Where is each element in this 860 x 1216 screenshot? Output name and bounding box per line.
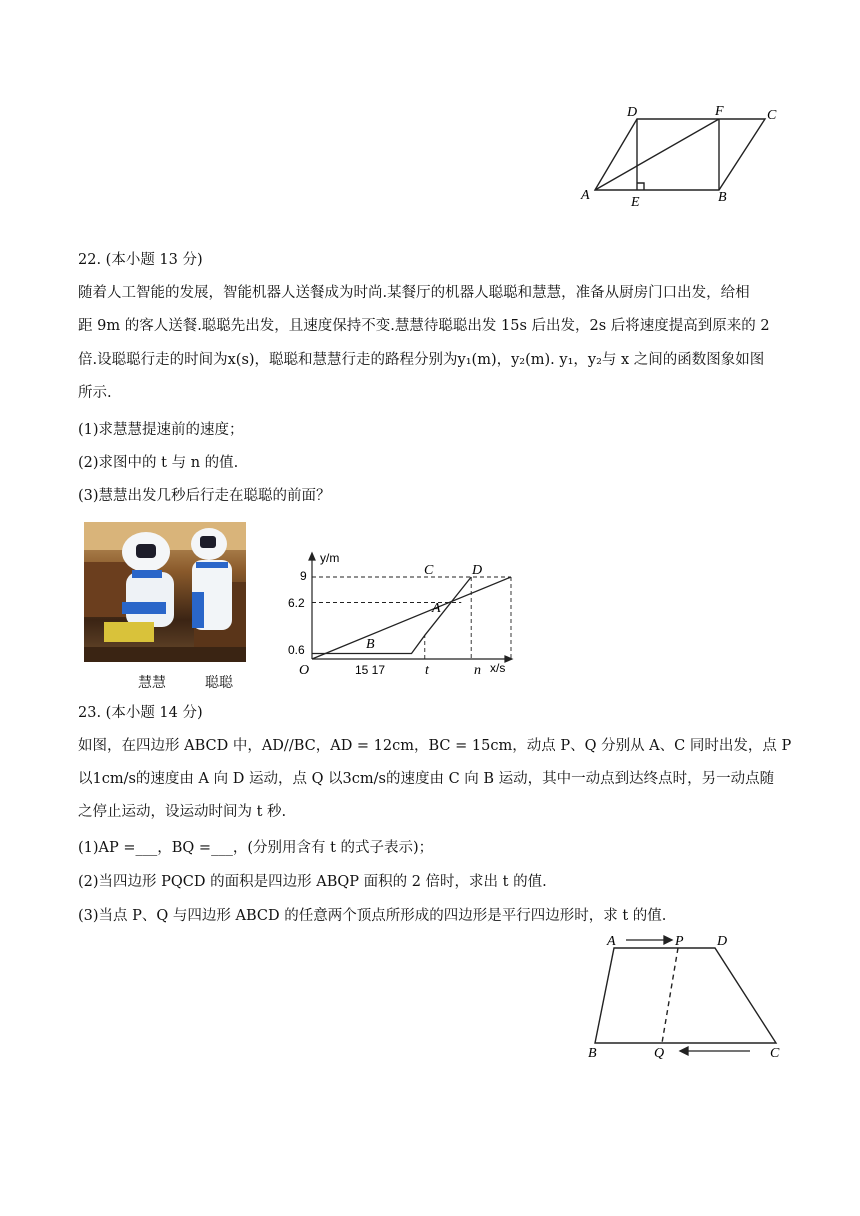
q23-para-2: 以1cm/s的速度由 A 向 D 运动，点 Q 以3cm/s的速度由 C 向 B 运动，其中一动点到达终点时，另一动点随 — [78, 771, 775, 787]
caption-congcong: 聪聪 — [205, 675, 233, 691]
q22-header: 22. (本小题 13 分) — [78, 252, 203, 268]
y-tick-0.6: 0.6 — [288, 643, 305, 657]
robot-photo — [84, 522, 246, 662]
q22-para-4: 所示. — [78, 385, 112, 401]
q23-sub-3: (3)当点 P、Q 与四边形 ABCD 的任意两个顶点所形成的四边形是平行四边形时，求 t 的值. — [78, 908, 667, 924]
origin-label: O — [299, 663, 310, 678]
caption-huihui: 慧慧 — [138, 675, 166, 691]
q23-header: 23. (本小题 14 分) — [78, 705, 203, 721]
x-tick-15-17: 15 17 — [355, 663, 386, 677]
y-tick-6.2: 6.2 — [288, 596, 305, 610]
series-lines — [312, 577, 511, 659]
distance-time-graph — [280, 550, 520, 680]
label-A: A — [607, 934, 616, 949]
q22-para-1: 随着人工智能的发展，智能机器人送餐成为时尚.某餐厅的机器人聪聪和慧慧，准备从厨房门口出发，给相 — [78, 285, 750, 301]
label-P: P — [675, 934, 684, 949]
y-tick-9: 9 — [300, 569, 307, 583]
series-line-2 — [312, 577, 511, 659]
point-C: C — [424, 563, 434, 578]
label-C: C — [767, 108, 777, 123]
q22-sub-1: (1)求慧慧提速前的速度； — [78, 422, 244, 438]
label-D: D — [627, 105, 638, 120]
label-B: B — [718, 190, 727, 205]
label-E: E — [631, 195, 640, 210]
label-F: F — [715, 104, 724, 119]
label-B: B — [588, 1046, 597, 1061]
q23-para-1: 如图，在四边形 ABCD 中，AD//BC，AD = 12cm，BC = 15cm，动点 P、Q 分别从 A、C 同时出发，点 P — [78, 738, 792, 754]
arrow-right-icon — [626, 936, 672, 944]
q23-sub-1: (1)AP =___，BQ =___，(分别用含有 t 的式子表示)； — [78, 840, 434, 856]
x-axis-label: x/s — [490, 661, 506, 675]
point-B: B — [366, 637, 375, 652]
trapezoid-figure — [580, 930, 790, 1065]
q23-para-3: 之停止运动，设运动时间为 t 秒. — [78, 804, 287, 820]
label-D: D — [717, 934, 728, 949]
x-tick-t: t — [425, 663, 429, 678]
q22-sub-3: (3)慧慧出发几秒后行走在聪聪的前面？ — [78, 488, 331, 504]
q22-para-2: 距 9m 的客人送餐.聪聪先出发，且速度保持不变.慧慧待聪聪出发 15s 后出发，2s 后将速度提高到原来的 2 — [78, 318, 770, 334]
y-axis-label: y/m — [320, 551, 340, 565]
label-A: A — [581, 188, 590, 203]
parallelogram-figure — [575, 100, 795, 210]
q22-sub-2: (2)求图中的 t 与 n 的值. — [78, 455, 239, 471]
q23-sub-2: (2)当四边形 PQCD 的面积是四边形 ABQP 面积的 2 倍时，求出 t 的值. — [78, 874, 547, 890]
series-line-1 — [312, 577, 471, 654]
point-D: D — [472, 563, 483, 578]
q22-para-3: 倍.设聪聪行走的时间为x(s)，聪聪和慧慧行走的路程分别为y₁(m)，y₂(m). y₁，y₂与 x 之间的函数图象如图 — [78, 352, 765, 368]
x-tick-n: n — [474, 663, 481, 678]
label-Q: Q — [654, 1046, 665, 1061]
arrow-left-icon — [680, 1047, 750, 1055]
label-C: C — [770, 1046, 780, 1061]
point-A: A — [432, 601, 441, 616]
